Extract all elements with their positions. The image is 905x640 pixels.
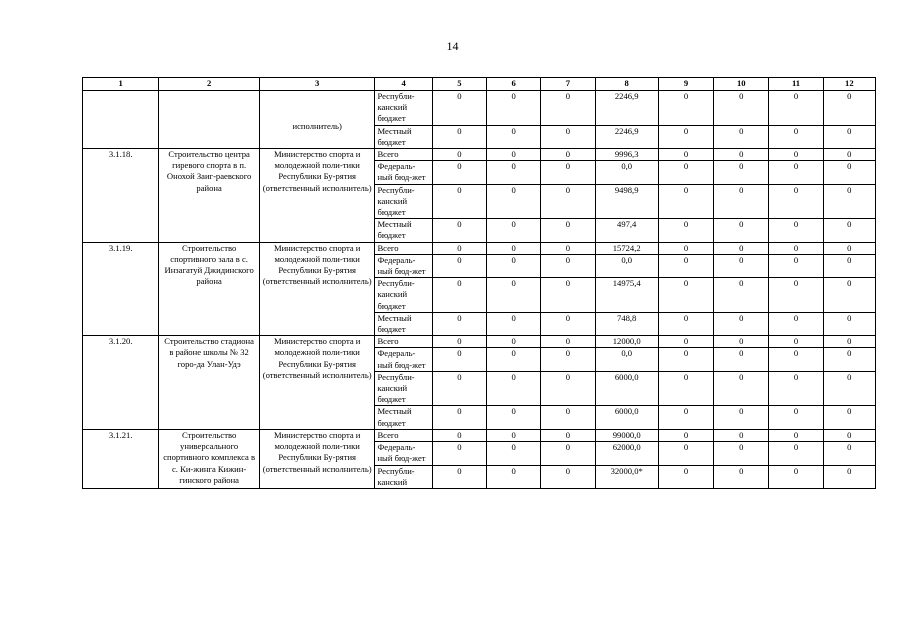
value-cell: 0,0 — [595, 161, 658, 184]
value-cell: 0 — [769, 91, 823, 126]
value-cell: 0 — [823, 125, 875, 148]
value-cell: 0 — [769, 125, 823, 148]
value-cell: 0 — [432, 429, 486, 441]
executor-cell: Министерство спорта и молодежной поли-тики Республики Бу-рятия (ответственный исполнитель) — [259, 336, 375, 430]
value-cell: 0 — [714, 371, 769, 406]
value-cell: 0 — [487, 406, 541, 429]
value-cell: 0 — [714, 429, 769, 441]
header-cell: 7 — [541, 78, 595, 91]
value-cell: 12000,0 — [595, 336, 658, 348]
value-cell: 0 — [432, 91, 486, 126]
header-cell: 11 — [769, 78, 823, 91]
value-cell: 0 — [541, 125, 595, 148]
value-cell: 0 — [769, 219, 823, 242]
funding-source: Местный бюджет — [375, 406, 432, 429]
value-cell: 0 — [714, 312, 769, 335]
value-cell: 0 — [541, 348, 595, 371]
value-cell: 0 — [432, 336, 486, 348]
value-cell: 0 — [658, 465, 713, 488]
value-cell: 0 — [432, 406, 486, 429]
funding-source: Местный бюджет — [375, 219, 432, 242]
value-cell: 0 — [487, 184, 541, 219]
value-cell: 0 — [487, 442, 541, 465]
value-cell: 0 — [487, 429, 541, 441]
item-name-cell: Строительство стадиона в районе школы № 32 горо-да Улан-Удэ — [159, 336, 260, 430]
value-cell: 0 — [714, 465, 769, 488]
value-cell: 0 — [658, 161, 713, 184]
value-cell: 0 — [658, 348, 713, 371]
value-cell: 0 — [541, 161, 595, 184]
value-cell: 0 — [487, 278, 541, 313]
executor-cell: Министерство спорта и молодежной поли-тики Республики Бу-рятия (ответственный исполнитель) — [259, 242, 375, 336]
value-cell: 0 — [823, 161, 875, 184]
value-cell: 0 — [823, 91, 875, 126]
value-cell: 0 — [769, 149, 823, 161]
value-cell: 0 — [769, 278, 823, 313]
funding-source: Всего — [375, 336, 432, 348]
item-name-cell — [159, 91, 260, 149]
value-cell: 15724,2 — [595, 242, 658, 254]
value-cell: 0 — [487, 219, 541, 242]
value-cell: 0 — [714, 254, 769, 277]
header-cell: 10 — [714, 78, 769, 91]
value-cell: 9498,9 — [595, 184, 658, 219]
value-cell: 0 — [658, 219, 713, 242]
table-row — [83, 336, 876, 348]
value-cell: 0 — [823, 429, 875, 441]
item-number-cell: 3.1.19. — [83, 242, 159, 336]
value-cell: 0 — [487, 91, 541, 126]
value-cell: 0 — [432, 278, 486, 313]
value-cell: 2246,9 — [595, 125, 658, 148]
table-body — [83, 91, 876, 489]
value-cell: 0 — [714, 219, 769, 242]
value-cell: 0 — [714, 442, 769, 465]
value-cell: 0 — [658, 184, 713, 219]
executor-cell: Министерство спорта и молодежной поли-тики Республики Бу-рятия (ответственный исполнитель) — [259, 149, 375, 243]
value-cell: 0 — [487, 242, 541, 254]
value-cell: 0 — [769, 406, 823, 429]
value-cell: 0 — [714, 406, 769, 429]
value-cell: 0 — [487, 336, 541, 348]
value-cell: 0 — [541, 336, 595, 348]
value-cell: 0 — [432, 371, 486, 406]
table-row — [83, 91, 876, 126]
value-cell: 0 — [658, 278, 713, 313]
value-cell: 0 — [823, 406, 875, 429]
value-cell: 0 — [432, 149, 486, 161]
value-cell: 0 — [432, 465, 486, 488]
value-cell: 0 — [541, 254, 595, 277]
funding-source: Республи-канский — [375, 465, 432, 488]
value-cell: 0 — [658, 125, 713, 148]
value-cell: 0,0 — [595, 348, 658, 371]
value-cell: 0 — [432, 161, 486, 184]
value-cell: 0 — [658, 149, 713, 161]
value-cell: 6000,0 — [595, 371, 658, 406]
funding-source: Всего — [375, 242, 432, 254]
value-cell: 0 — [658, 429, 713, 441]
value-cell: 62000,0 — [595, 442, 658, 465]
value-cell: 0 — [541, 219, 595, 242]
value-cell: 0 — [714, 161, 769, 184]
value-cell: 0 — [769, 242, 823, 254]
value-cell: 0 — [541, 184, 595, 219]
value-cell: 0 — [769, 348, 823, 371]
value-cell: 0 — [714, 149, 769, 161]
value-cell: 0 — [432, 242, 486, 254]
value-cell: 0 — [823, 219, 875, 242]
value-cell: 0 — [823, 371, 875, 406]
value-cell: 0 — [487, 149, 541, 161]
value-cell: 0 — [823, 465, 875, 488]
value-cell: 0 — [658, 371, 713, 406]
value-cell: 0 — [432, 219, 486, 242]
value-cell: 0 — [432, 125, 486, 148]
table-row — [83, 149, 876, 161]
funding-source: Местный бюджет — [375, 125, 432, 148]
header-cell: 2 — [159, 78, 260, 91]
value-cell: 0 — [541, 465, 595, 488]
value-cell: 99000,0 — [595, 429, 658, 441]
value-cell: 0 — [541, 278, 595, 313]
value-cell: 0 — [658, 242, 713, 254]
value-cell: 0 — [487, 371, 541, 406]
value-cell: 0 — [823, 184, 875, 219]
value-cell: 0 — [714, 184, 769, 219]
item-name-cell: Строительство центра гиревого спорта в п. Онохой Заиг-раевского района — [159, 149, 260, 243]
value-cell: 0 — [714, 348, 769, 371]
funding-source: Федераль-ный бюд-жет — [375, 254, 432, 277]
header-cell: 5 — [432, 78, 486, 91]
value-cell: 0 — [714, 336, 769, 348]
value-cell: 0 — [769, 442, 823, 465]
value-cell: 0 — [769, 465, 823, 488]
value-cell: 0,0 — [595, 254, 658, 277]
value-cell: 0 — [432, 442, 486, 465]
value-cell: 0 — [769, 184, 823, 219]
executor-cell: Министерство спорта и молодежной поли-тики Республики Бу-рятия (ответственный исполнитель) — [259, 429, 375, 488]
value-cell: 0 — [769, 336, 823, 348]
funding-source: Всего — [375, 429, 432, 441]
funding-source: Федераль-ный бюд-жет — [375, 348, 432, 371]
value-cell: 0 — [487, 254, 541, 277]
value-cell: 0 — [541, 149, 595, 161]
value-cell: 0 — [432, 184, 486, 219]
value-cell: 0 — [769, 371, 823, 406]
value-cell: 497,4 — [595, 219, 658, 242]
value-cell: 0 — [432, 348, 486, 371]
page-number: 14 — [446, 39, 459, 53]
item-number-cell: 3.1.20. — [83, 336, 159, 430]
item-number-cell: 3.1.21. — [83, 429, 159, 488]
value-cell: 0 — [769, 429, 823, 441]
value-cell: 0 — [823, 312, 875, 335]
value-cell: 0 — [769, 161, 823, 184]
value-cell: 0 — [658, 254, 713, 277]
table-row — [83, 242, 876, 254]
value-cell: 0 — [714, 278, 769, 313]
value-cell: 0 — [658, 406, 713, 429]
funding-source: Федераль-ный бюд-жет — [375, 161, 432, 184]
value-cell: 0 — [658, 312, 713, 335]
value-cell: 0 — [432, 254, 486, 277]
value-cell: 0 — [541, 91, 595, 126]
header-cell: 8 — [595, 78, 658, 91]
funding-source: Республи-канский бюджет — [375, 278, 432, 313]
value-cell: 0 — [658, 336, 713, 348]
value-cell: 0 — [823, 348, 875, 371]
item-number-cell — [83, 91, 159, 149]
value-cell: 0 — [541, 442, 595, 465]
value-cell: 0 — [769, 254, 823, 277]
value-cell: 0 — [541, 312, 595, 335]
value-cell: 0 — [487, 348, 541, 371]
value-cell: 0 — [823, 442, 875, 465]
value-cell: 0 — [714, 125, 769, 148]
value-cell: 0 — [487, 312, 541, 335]
value-cell: 0 — [541, 371, 595, 406]
value-cell: 748,8 — [595, 312, 658, 335]
value-cell: 0 — [823, 149, 875, 161]
funding-source: Федераль-ный бюд-жет — [375, 442, 432, 465]
value-cell: 0 — [658, 442, 713, 465]
value-cell: 2246,9 — [595, 91, 658, 126]
header-cell: 1 — [83, 78, 159, 91]
header-row — [83, 78, 876, 91]
value-cell: 0 — [714, 242, 769, 254]
header-cell: 6 — [487, 78, 541, 91]
item-number-cell: 3.1.18. — [83, 149, 159, 243]
value-cell: 0 — [541, 429, 595, 441]
value-cell: 0 — [658, 91, 713, 126]
table-row — [83, 429, 876, 441]
value-cell: 0 — [823, 278, 875, 313]
value-cell: 0 — [487, 161, 541, 184]
header-cell: 9 — [658, 78, 713, 91]
value-cell: 32000,0* — [595, 465, 658, 488]
value-cell: 0 — [823, 242, 875, 254]
header-cell: 12 — [823, 78, 875, 91]
value-cell: 9996,3 — [595, 149, 658, 161]
item-name-cell: Строительство универсального спортивного комплекса в с. Ки-жинга Кижин-гинского района — [159, 429, 260, 488]
value-cell: 0 — [823, 336, 875, 348]
funding-source: Республи-канский бюджет — [375, 184, 432, 219]
value-cell: 0 — [714, 91, 769, 126]
value-cell: 0 — [541, 242, 595, 254]
funding-source: Республи-канский бюджет — [375, 371, 432, 406]
value-cell: 14975,4 — [595, 278, 658, 313]
funding-source: Республи-канский бюджет — [375, 91, 432, 126]
budget-table — [82, 77, 876, 489]
header-cell: 3 — [259, 78, 375, 91]
header-cell: 4 — [375, 78, 432, 91]
executor-cell: исполнитель) — [259, 91, 375, 149]
value-cell: 0 — [432, 312, 486, 335]
value-cell: 0 — [487, 125, 541, 148]
funding-source: Местный бюджет — [375, 312, 432, 335]
value-cell: 0 — [487, 465, 541, 488]
value-cell: 0 — [823, 254, 875, 277]
value-cell: 0 — [541, 406, 595, 429]
item-name-cell: Строительство спортивного зала в с. Инзагатуй Джидинского района — [159, 242, 260, 336]
value-cell: 0 — [769, 312, 823, 335]
funding-source: Всего — [375, 149, 432, 161]
value-cell: 6000,0 — [595, 406, 658, 429]
